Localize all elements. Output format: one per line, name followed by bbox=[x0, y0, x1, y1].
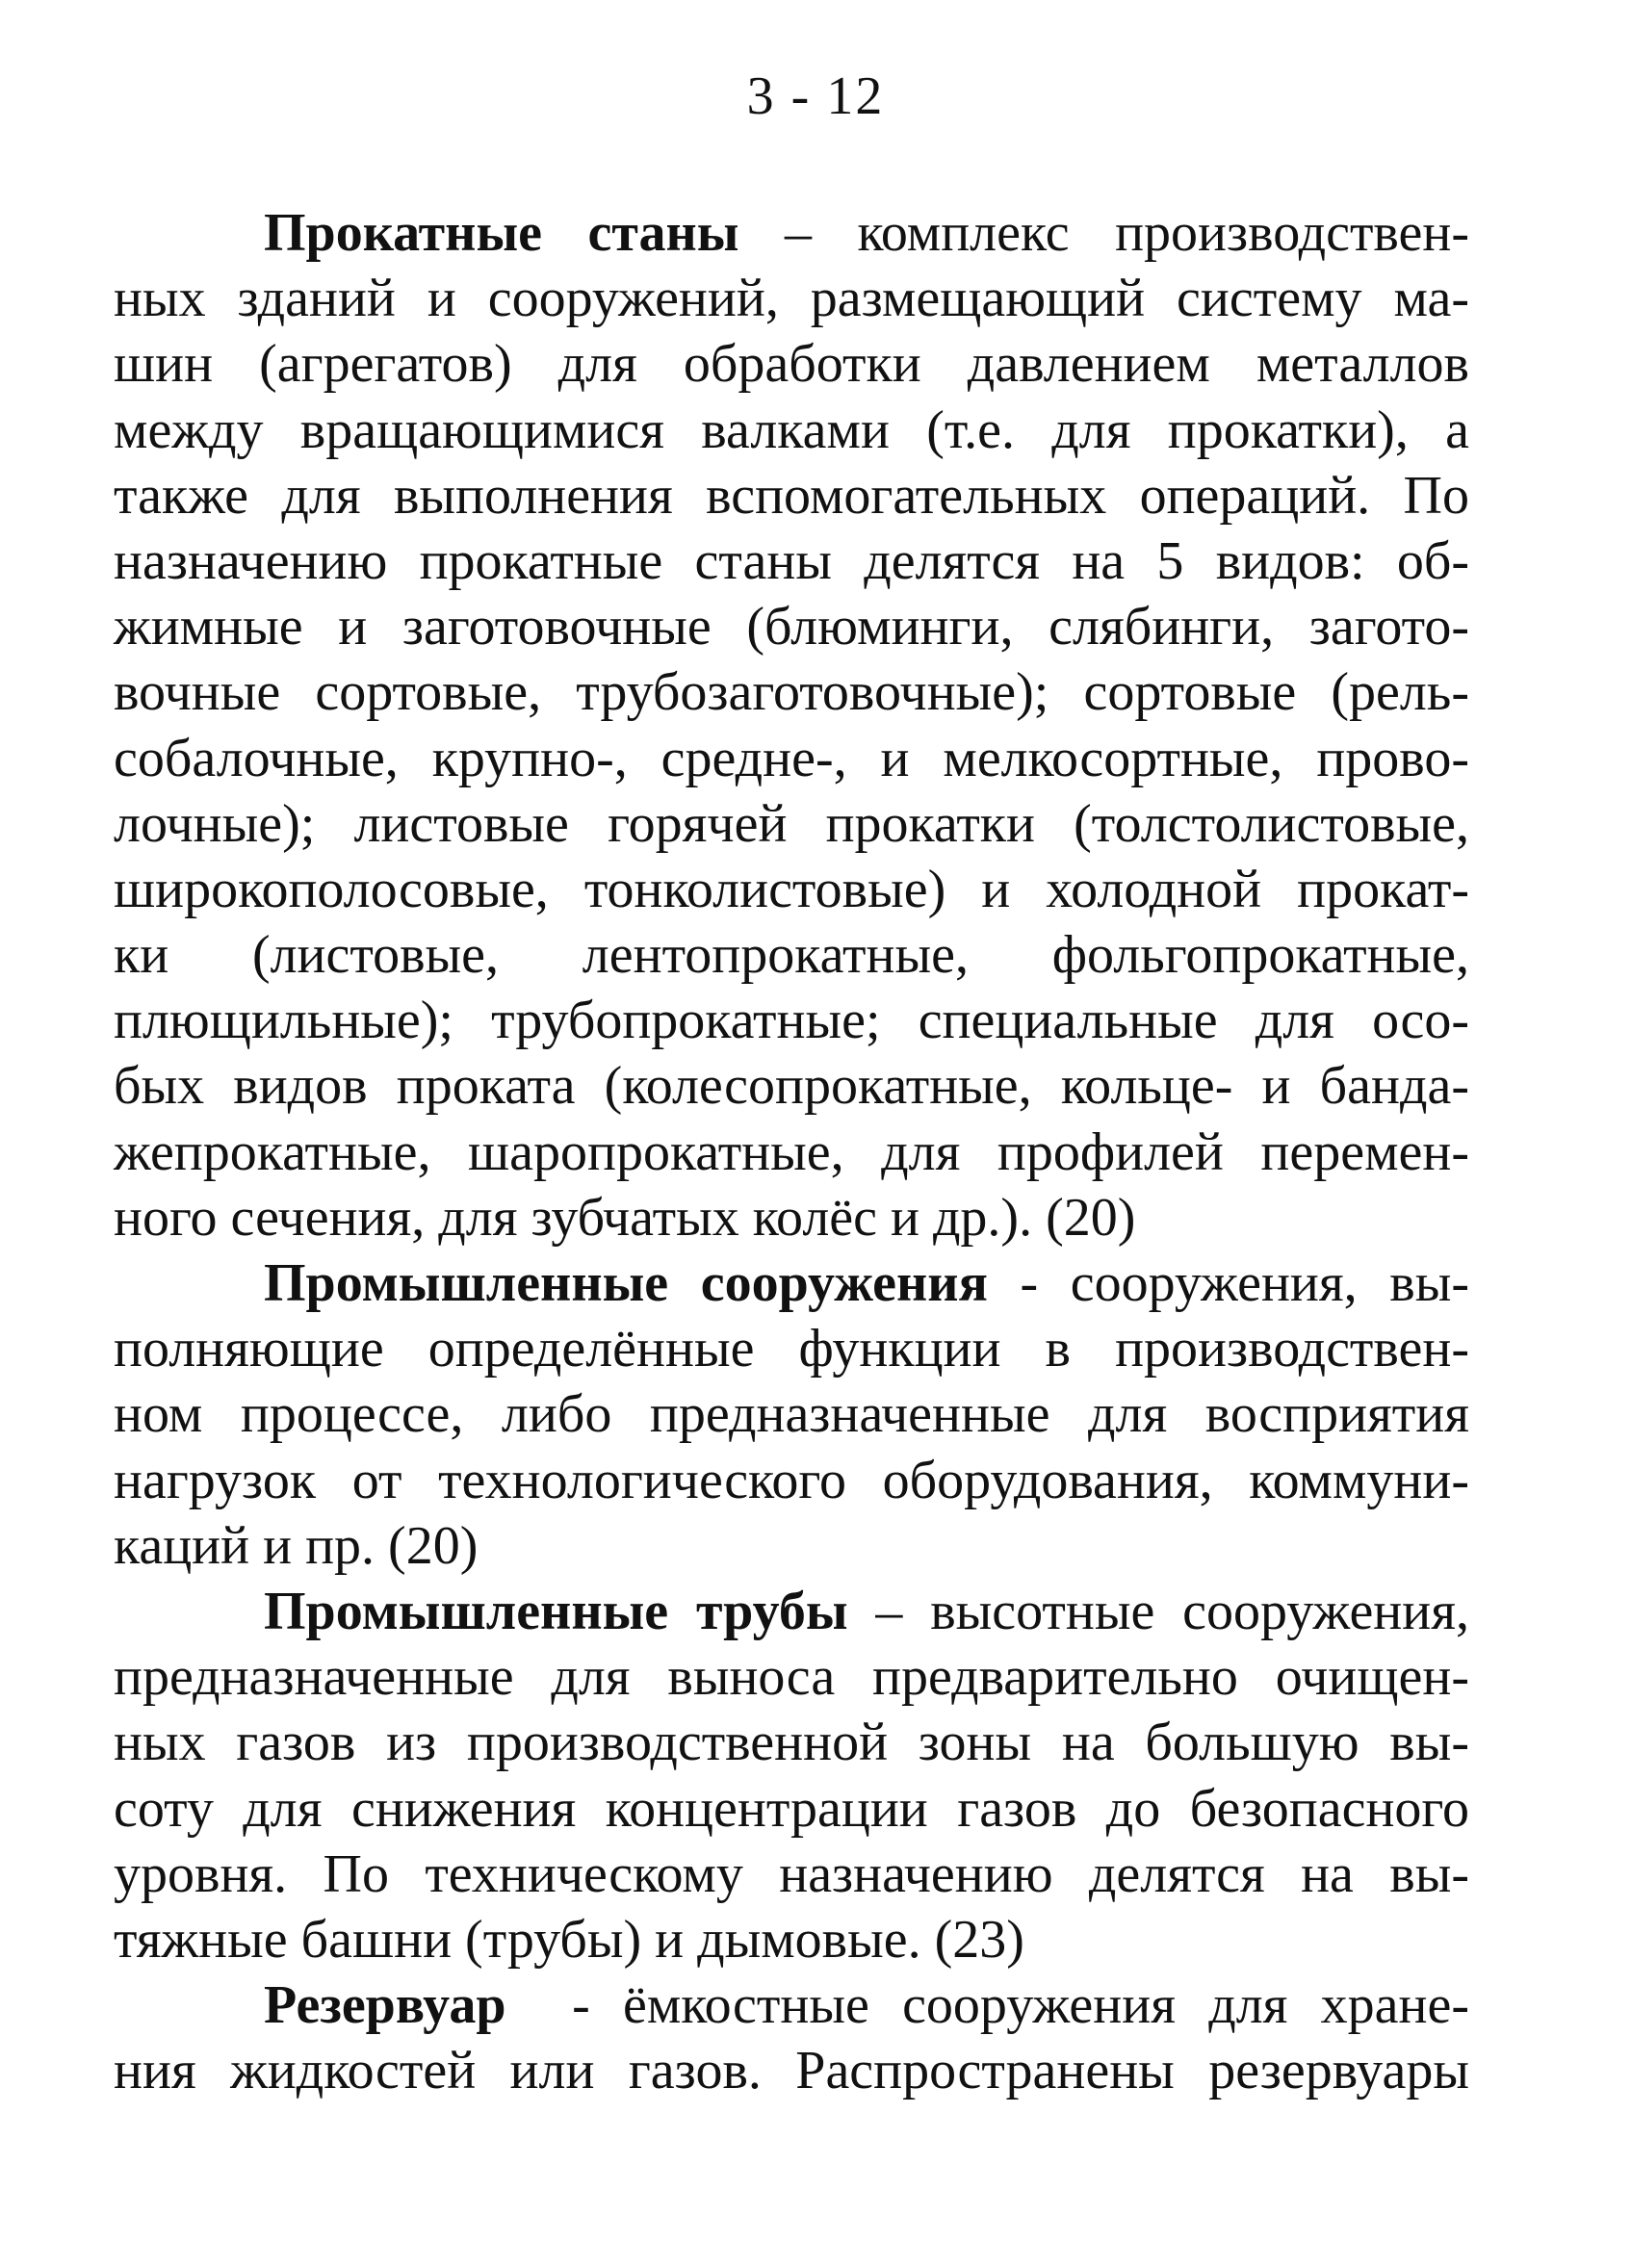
term-industrial-structures: Промышленные сооружения bbox=[264, 1253, 988, 1313]
text-line: шин (агрегатов) для обработки давлением металлов bbox=[114, 334, 1469, 395]
text-line: предназначенные для выноса предварительно очищен- bbox=[114, 1647, 1469, 1708]
text-line: назначению прокатные станы делятся на 5 видов: об- bbox=[114, 530, 1469, 591]
text-line: ного сечения, для зубчатых колёс и др.). (20) bbox=[114, 1187, 1136, 1248]
text-line: – комплекс производствен- bbox=[738, 203, 1469, 263]
text-line: тяжные башни (трубы) и дымовые. (23) bbox=[114, 1909, 1024, 1970]
text-line: собалочные, крупно-, средне-, и мелкосортные, прово- bbox=[114, 728, 1469, 788]
paragraph-rolling-mills-first-line bbox=[114, 200, 1469, 266]
text-line: ном процессе, либо предназначенные для восприятия bbox=[114, 1384, 1469, 1445]
text-line: уровня. По техническому назначению делятся на вы- bbox=[114, 1843, 1469, 1904]
text-line: также для выполнения вспомогательных операций. По bbox=[114, 465, 1469, 526]
text-line: ния жидкостей или газов. Распространены резервуары bbox=[114, 2041, 1469, 2101]
paragraph-reservoir-first-line bbox=[114, 1972, 1469, 2038]
text-line: - ёмкостные сооружения для хране- bbox=[505, 1975, 1469, 2036]
text-line: лочные); листовые горячей прокатки (толстолистовые, bbox=[114, 793, 1469, 854]
text-line: - сооружения, вы- bbox=[987, 1253, 1469, 1313]
text-line: ных газов из производственной зоны на большую вы- bbox=[114, 1713, 1469, 1773]
text-line: широкополосовые, тонколистовые) и холодной прокат- bbox=[114, 859, 1469, 919]
text-line: жепрокатные, шаропрокатные, для профилей перемен- bbox=[114, 1121, 1469, 1182]
text-line: между вращающимися валками (т.е. для прокатки), а bbox=[114, 399, 1469, 460]
text-line: – высотные сооружения, bbox=[847, 1581, 1469, 1641]
body-text bbox=[114, 200, 1469, 2103]
text-line: плющильные); трубопрокатные; специальные для осо- bbox=[114, 991, 1469, 1051]
text-line: жимные и заготовочные (блюминги, слябинги, загото- bbox=[114, 597, 1469, 657]
text-line: вочные сортовые, трубозаготовочные); сортовые (рель- bbox=[114, 662, 1469, 723]
text-line: ных зданий и сооружений, размещающий систему ма- bbox=[114, 269, 1469, 329]
text-line: соту для снижения концентрации газов до безопасного bbox=[114, 1778, 1469, 1839]
term-rolling-mills: Прокатные станы bbox=[264, 203, 739, 263]
page-number: 3 - 12 bbox=[746, 66, 885, 126]
text-line: каций и пр. (20) bbox=[114, 1515, 479, 1576]
paragraph-industrial-structures-first-line bbox=[114, 1250, 1469, 1316]
text-line: ки (листовые, лентопрокатные, фольгопрокатные, bbox=[114, 925, 1469, 986]
paragraph-industrial-chimneys-first-line bbox=[114, 1579, 1469, 1644]
text-line: полняющие определённые функции в производствен- bbox=[114, 1319, 1469, 1379]
term-industrial-chimneys: Промышленные трубы bbox=[264, 1581, 848, 1641]
text-line: нагрузок от технологического оборудования, коммуни- bbox=[114, 1450, 1469, 1510]
text-line: бых видов проката (колесопрокатные, кольце- и банда- bbox=[114, 1056, 1469, 1117]
term-reservoir: Резервуар bbox=[264, 1975, 506, 2036]
